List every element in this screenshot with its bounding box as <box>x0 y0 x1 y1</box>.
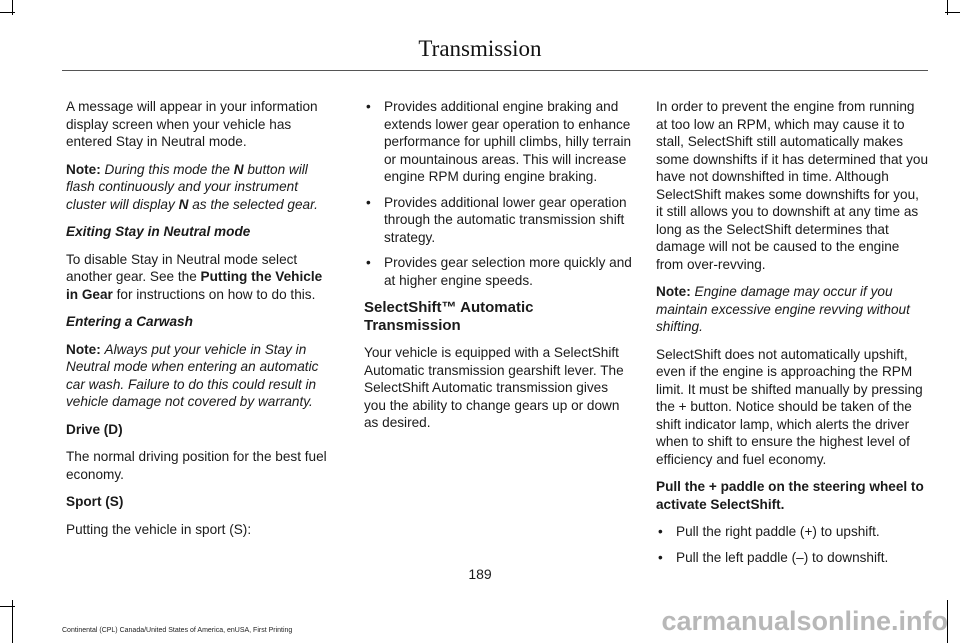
list-item: • Pull the right paddle (+) to upshift. <box>656 523 928 541</box>
paragraph: Putting the vehicle in sport (S): <box>66 521 252 537</box>
list-item: • Provides gear selection more quickly and at higher engine speeds. <box>364 254 632 289</box>
paragraph: Your vehicle is equipped with a SelectShift Automatic transmission gearshift lever. The SelectShift Automatic transmission gives you the ability to change gears up or down as desired. <box>364 345 624 430</box>
paragraph: The normal driving position for the best fuel economy. <box>66 449 327 482</box>
column-left <box>66 98 336 548</box>
paragraph: SelectShift does not automatically upshift, even if the engine is approaching the RPM limit. It must be shifted manually by pressing the + button. Notice should be taken of the shift indicator lamp, which alerts the driver when to shift to ensure the highest level of efficiency and fuel economy. <box>656 346 923 467</box>
crop-mark <box>945 12 960 13</box>
list-item: • Provides additional lower gear operation through the automatic transmission shift strategy. <box>364 194 632 247</box>
page-title: Transmission <box>418 36 542 61</box>
header-divider <box>62 70 928 71</box>
list-item: • Pull the left paddle (–) to downshift. <box>656 549 928 567</box>
note: Note: During this mode the N button will flash continuously and your instrument cluster will display N as the selected gear. <box>66 161 318 212</box>
paragraph: A message will appear in your information display screen when your vehicle has entered Stay in Neutral mode. <box>66 99 318 149</box>
instruction-heading: Pull the + paddle on the steering wheel to activate SelectShift. <box>656 479 924 512</box>
note: Note: Engine damage may occur if you maintain excessive engine revving without shifting. <box>656 284 910 334</box>
paragraph: To disable Stay in Neutral mode select another gear. See the Putting the Vehicle in Gear for instructions on how to do this. <box>66 251 323 302</box>
watermark: carmanualsonline.info <box>661 606 948 636</box>
cross-reference: Putting the Vehicle in Gear <box>66 269 323 302</box>
bullet-list <box>364 98 632 289</box>
page-number: 189 <box>468 566 492 582</box>
crop-mark <box>0 12 15 13</box>
section-heading: Exiting Stay in Neutral mode <box>66 224 251 239</box>
section-heading: Sport (S) <box>66 494 124 509</box>
list-item: • Provides additional engine braking and extends lower gear operation to enhance performance for uphill climbs, hilly terrain or mountainous areas. This will increase engine RPM during engine braking. <box>364 98 632 186</box>
column-middle <box>364 98 632 442</box>
column-right <box>656 98 928 576</box>
crop-mark <box>0 606 15 607</box>
note: Note: Always put your vehicle in Stay in Neutral mode when entering an automatic car wash. Failure to do this could result in vehicle damage not covered by warranty. <box>66 341 319 409</box>
paragraph: In order to prevent the engine from running at too low an RPM, which may cause it to stall, SelectShift still automatically makes some downshifts if it has determined that you have not downshifted in time. Although SelectShift makes some downshifts for you, it still allows you to downshift at any time as long as the SelectShift determines that damage will not be caused to the engine from over-revving. <box>656 99 929 272</box>
edition-footer: Continental (CPL) Canada/United States of America, enUSA, First Printing <box>62 627 293 634</box>
section-heading: Entering a Carwash <box>66 314 193 329</box>
bullet-list <box>656 523 928 566</box>
section-heading: Drive (D) <box>66 421 123 437</box>
section-heading: SelectShift™ Automatic Transmission <box>364 299 534 334</box>
